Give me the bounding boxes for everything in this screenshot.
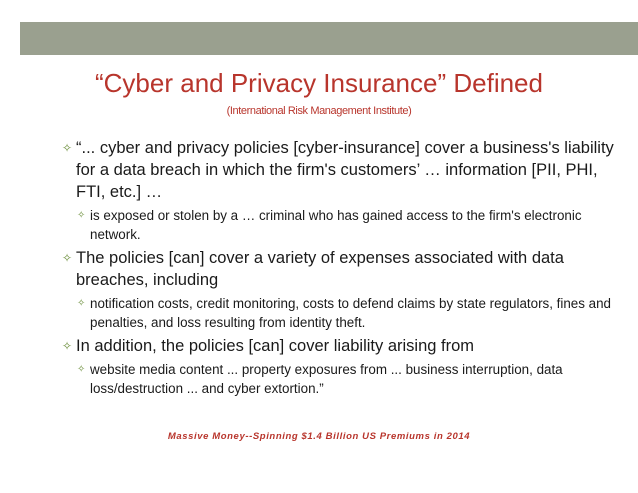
sub-bullet-2-text: notification costs, credit monitoring, costs to defend claims by state regulators, fines and penalties, and loss resulting from identity theft. [90,296,612,330]
slide-title: “Cyber and Privacy Insurance” Defined [95,68,543,98]
slide-subtitle: (International Risk Management Institute) [226,105,412,117]
header-bar [20,22,638,55]
bullet-3-text: In addition, the policies [can] cover liability arising from [76,337,475,355]
four-point-star-icon: ✧ [77,210,86,221]
bullet-2-text: The policies [can] cover a variety of expenses associated with data breaches, including [76,249,564,289]
bullet-2 [62,247,627,291]
sub-bullet-1 [62,206,627,244]
bullet-1-text: “... cyber and privacy policies [cyber-insurance] cover a business's liability for a data breach in which the firm's customers’ … information [PII, PHI, FTI, etc.] … [76,139,614,201]
bullet-3 [62,335,627,357]
four-point-star-icon: ✧ [62,251,73,265]
sub-bullet-2 [62,294,627,332]
bullet-1 [62,137,627,203]
four-point-star-icon: ✧ [62,141,73,155]
slide-content [62,137,627,401]
sub-bullet-1-text: is exposed or stolen by a … criminal who has gained access to the firm's electronic network. [90,208,582,242]
four-point-star-icon: ✧ [77,364,86,375]
sub-bullet-3 [62,360,627,398]
slide-footer: Massive Money--Spinning $1.4 Billion US Premiums in 2014 [167,431,471,442]
four-point-star-icon: ✧ [77,298,86,309]
sub-bullet-3-text: website media content ... property exposures from ... business interruption, data loss/destruction ... and cyber extortion.” [90,362,563,396]
four-point-star-icon: ✧ [62,339,73,353]
